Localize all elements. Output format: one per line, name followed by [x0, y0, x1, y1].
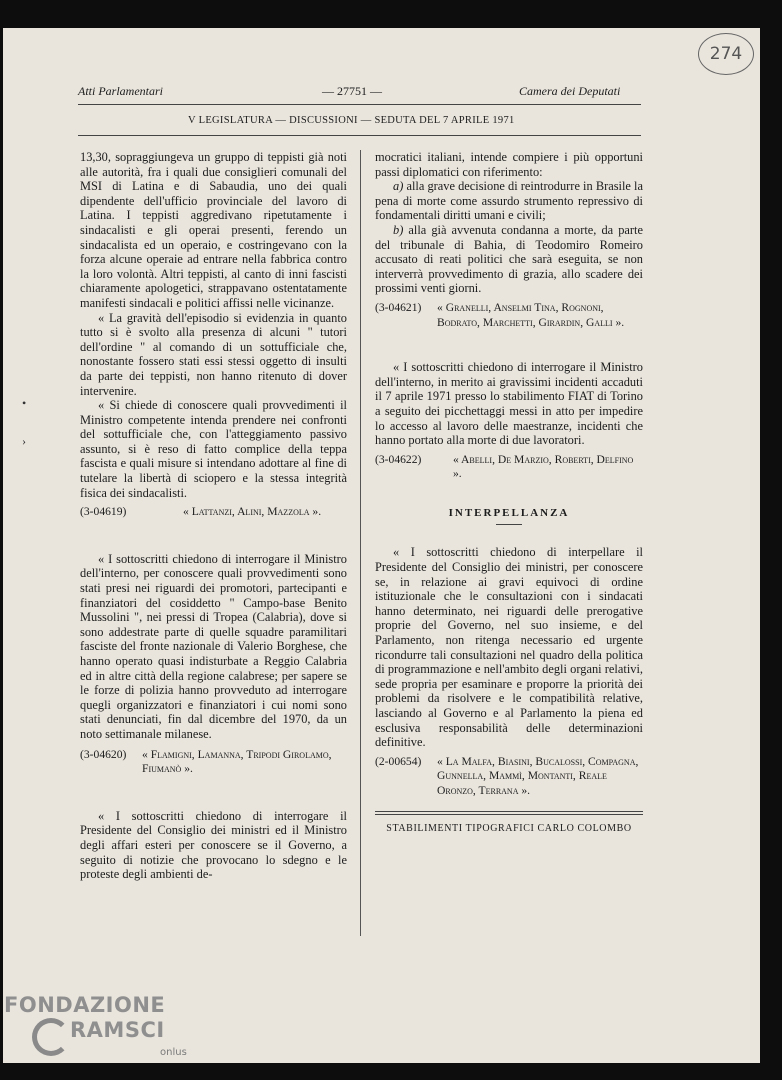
- printer-credit: STABILIMENTI TIPOGRAFICI CARLO COLOMBO: [386, 822, 632, 834]
- watermark-line-2: RAMSCI: [70, 1018, 165, 1042]
- watermark-line-1: FONDAZIONE: [4, 993, 166, 1017]
- section-title: INTERPELLANZA: [448, 506, 570, 519]
- column-divider: [360, 150, 361, 936]
- printer-rule-1: [375, 811, 643, 812]
- signatories: « Flamigni, Lamanna, Tripodi Girolamo, Fiumanò ».: [142, 747, 332, 776]
- header-left: Atti Parlamentari: [78, 84, 163, 98]
- header-rule-bottom: [78, 135, 641, 136]
- list-item-a: [375, 179, 643, 223]
- item-label: b): [393, 222, 404, 237]
- paragraph: « Si chiede di conoscere quali provvedimenti il Ministro competente intenda prendere nei confronti del sottufficiale che, con l'atteggiamento passivo assunto, si è reso di fatto complice della teppa fascista e quali misure si intendano adottare al fine di tutelare la libertà di sciopero e la stessa integrità fisica dei sindacalisti.: [80, 398, 347, 500]
- paragraph: « I sottoscritti chiedono di interpellare il Presidente del Consiglio dei ministri, per conoscere se, in relazione ai gravi equivoci di ordine istituzionale che le consultazioni con i sindacati hanno determinato, nei riguardi delle prerogative proprie del Governo, nel suo insieme, e del Parlamento, non ritenga necessario ed urgente ricondurre tali consultazioni nel quadro della politica di programmazione e nell'ambito degli organi relativi, sede propria per esaminare e proporre la priorità dei problemi da risolvere e le compatibilità relative, lasciando al Governo e al Parlamento la piena ed esclusiva responsabilità delle determinazioni definitive.: [375, 545, 643, 750]
- question-code: (2-00654): [375, 754, 422, 768]
- paragraph: « I sottoscritti chiedono di interrogare il Presidente del Consiglio dei ministri ed il Ministro degli affari esteri per conoscere se il Governo, a seguito di notizie che provocano lo sdegno e le proteste degli ambienti de-: [80, 808, 347, 882]
- paragraph: 13,30, sopraggiungeva un gruppo di teppisti già noti alle autorità, fra i quali due consiglieri comunali del MSI di Latina e di Sabaudia, uno dei quali dipendente dell'ufficio provinciale del lavoro di Latina. I teppisti aggredivano ripetutamente i sindacalisti e gli operai presenti, ferendo un sindacalista ed un operaio, e costringevano con la forza alcune operaie ad entrare nella fabbrica contro la loro volontà. Altri teppisti, al canto di inni fascisti chiaramente apologetici, strappavano ostentatamente manifesti sindacali e politici affissi nelle vicinanze.: [80, 150, 347, 310]
- paragraph: « I sottoscritti chiedono di interrogare il Ministro dell'interno, per conoscere quali provvedimenti sono stati presi nei riguardi dei promotori, partecipanti e finanziatori del cosiddetto " Campo-base Benito Mussolini ", nei pressi di Tropea (Calabria), dove si sono addestrate parte di quelle squadre paramilitari fasciste del fronte nazionale di Valerio Borghese, che hanno operato quasi indisturbate a Reggio Calabria ed in altre città della regione calabrese; per sapere se le forze di polizia hanno provveduto ad interrogare quegli organizzatori e finanziatori i cui nomi sono stati denunciati, fin dal dicembre del 1970, da un noto settimanale milanese.: [80, 551, 347, 741]
- item-label: a): [393, 179, 404, 194]
- signatories: « Abelli, De Marzio, Roberti, Delfino ».: [453, 452, 634, 481]
- paragraph: mocratici italiani, intende compiere i più opportuni passi diplomatici con riferimento:: [375, 150, 643, 179]
- question-code: (3-04620): [80, 747, 127, 761]
- signatories: « Granelli, Anselmi Tina, Rognoni, Bodrato, Marchetti, Girardin, Galli ».: [437, 300, 625, 329]
- signature-block: [375, 755, 643, 799]
- list-item-b: [375, 223, 643, 296]
- header-page-number: — 27751 —: [322, 84, 382, 98]
- margin-mark: ›: [22, 434, 26, 448]
- question-code: (3-04622): [375, 452, 422, 466]
- session-subheader: V LEGISLATURA — DISCUSSIONI — SEDUTA DEL 7 APRILE 1971: [188, 115, 515, 126]
- printer-rule-2: [375, 814, 643, 815]
- signature-block: [375, 301, 643, 330]
- paragraph: « I sottoscritti chiedono di interrogare il Ministro dell'interno, in merito ai gravissimi incidenti accaduti il 7 aprile 1971 presso lo stabilimento FIAT di Torino a seguito dei picchettaggi messi in atto per impedire lo accesso al lavoro delle maestranze, incidenti che hanno portato alla morte di due lavoratori.: [375, 360, 643, 448]
- right-column: [375, 150, 643, 836]
- left-column: [80, 150, 347, 882]
- signatories: « Lattanzi, Alini, Mazzola ».: [183, 505, 322, 519]
- watermark-line-3: onlus: [160, 1047, 187, 1058]
- watermark-logo-icon: [32, 1018, 70, 1056]
- signature-block: [80, 748, 347, 777]
- header-rule-top: [78, 104, 641, 105]
- item-text: alla grave decisione di reintrodurre in Brasile la pena di morte come assurdo strumento repressivo di fondamentali diritti umani e civili;: [375, 179, 643, 223]
- question-code: (3-04621): [375, 300, 422, 314]
- item-text: alla già avvenuta condanna a morte, da parte del tribunale di Bahia, di Teodomiro Romeiro accusato di reati politici che sarà eseguita, se non interverrà provvedimento di grazia, allo scadere dei prossimi venti giorni.: [375, 222, 643, 296]
- signature-block: [80, 505, 347, 520]
- header-right: Camera dei Deputati: [519, 84, 621, 98]
- signature-block: [375, 453, 643, 482]
- signatories: « La Malfa, Biasini, Bucalossi, Compagna, Gunnella, Mammì, Montanti, Reale Oronzo, Terrana ».: [437, 754, 639, 797]
- question-code: (3-04619): [80, 505, 127, 519]
- paragraph: « La gravità dell'episodio si evidenzia in quanto tutto si è svolto alla presenza di alcuni " tutori dell'ordine " al comando di un sottufficiale che, nonostante fossero stati essi stessi oggetto di insulti da parte dei teppisti, non hanno ritenuto di dover intervenire.: [80, 310, 347, 398]
- margin-dot: •: [22, 396, 27, 410]
- archive-page-number: 274: [698, 33, 754, 75]
